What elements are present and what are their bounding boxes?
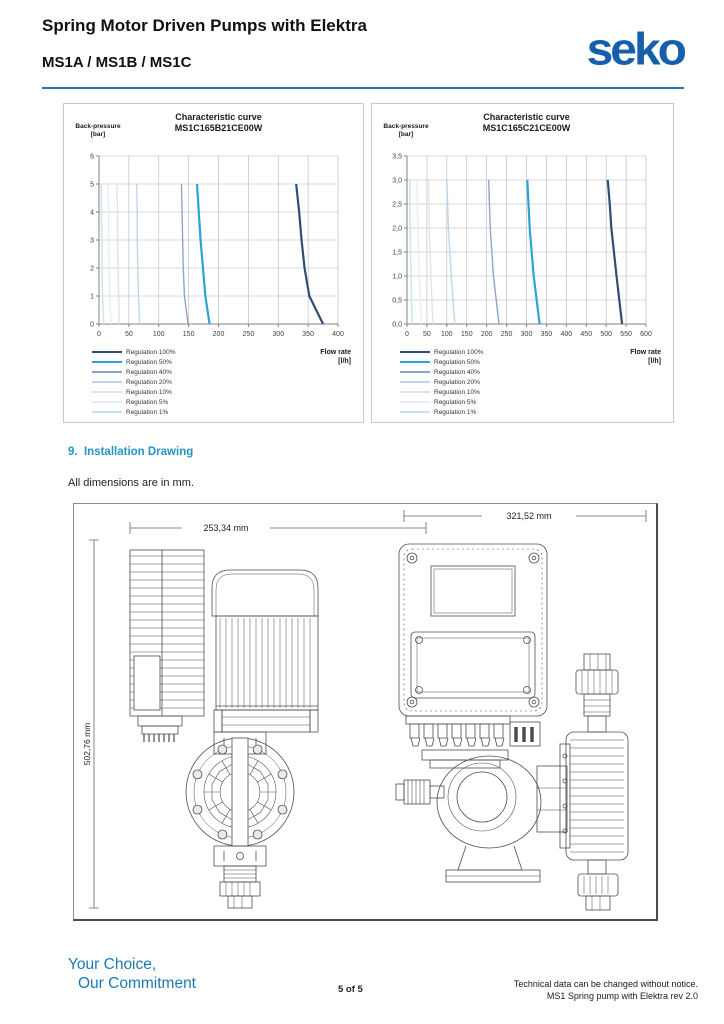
series-regulation-40-	[181, 184, 188, 324]
legend-item	[400, 357, 484, 367]
characteristic-curve-chart-right	[371, 103, 674, 423]
x-axis-label	[320, 348, 351, 366]
chart-title	[407, 112, 646, 134]
svg-text:5: 5	[90, 181, 94, 189]
y-axis-label-line: [bar]	[90, 131, 106, 138]
section-title: Installation Drawing	[83, 446, 194, 458]
legend-swatch	[92, 411, 122, 412]
legend-item	[400, 397, 484, 407]
svg-text:150: 150	[182, 331, 195, 338]
series-regulation-1-	[101, 184, 103, 324]
pump-head-side	[560, 654, 628, 910]
controller-side	[130, 550, 204, 742]
chart-model-line: MS1C165B21CE00W	[174, 123, 263, 133]
legend-swatch	[92, 361, 122, 363]
controller-display	[431, 566, 515, 616]
svg-text:0,5: 0,5	[392, 297, 402, 305]
legend-label: Regulation 20%	[434, 378, 480, 386]
legend-item	[92, 347, 176, 357]
characteristic-curve-chart-left	[63, 103, 364, 423]
svg-text:6: 6	[90, 153, 94, 161]
side-view-drawing	[130, 550, 318, 908]
svg-text:450: 450	[580, 331, 593, 338]
width-dimension-right	[404, 510, 646, 522]
legend-label: Regulation 20%	[126, 378, 172, 386]
fitting-bottom	[578, 860, 618, 910]
brand-tagline	[68, 955, 196, 993]
legend-item	[92, 407, 176, 417]
svg-text:400: 400	[560, 331, 573, 338]
svg-text:2,0: 2,0	[392, 225, 402, 233]
series-regulation-20-	[137, 184, 140, 324]
legend-label: Regulation 40%	[126, 368, 172, 376]
x-axis-label-line: Flow rate	[320, 349, 351, 356]
y-axis-label	[68, 123, 128, 139]
legend-swatch	[400, 411, 430, 412]
legend-swatch	[92, 351, 122, 353]
svg-text:550: 550	[620, 331, 632, 338]
series-regulation-100-	[296, 184, 323, 324]
series-regulation-10-	[117, 184, 119, 324]
svg-text:600: 600	[640, 331, 652, 338]
installation-drawing-box	[73, 503, 658, 921]
svg-text:1,5: 1,5	[392, 249, 402, 257]
svg-text:2: 2	[90, 265, 94, 273]
legend-label: Regulation 40%	[434, 368, 480, 376]
controller-front	[399, 544, 547, 746]
section-number: 9.	[68, 446, 78, 458]
page-indicator: 5 of 5	[338, 984, 363, 995]
legend-swatch	[400, 401, 430, 402]
section-heading	[68, 446, 193, 458]
svg-text:350: 350	[302, 331, 314, 338]
height-dimension-label: 502,76 mm	[82, 722, 92, 766]
cable-glands	[406, 716, 540, 746]
legend-label: Regulation 50%	[434, 358, 480, 366]
svg-text:0,0: 0,0	[392, 321, 402, 329]
legend-swatch	[92, 391, 122, 392]
legend-label: Regulation 10%	[126, 388, 172, 396]
svg-text:2,5: 2,5	[392, 201, 402, 209]
suction-discharge-valve-bottom	[214, 846, 266, 908]
tagline-line1: Your Choice,	[68, 956, 157, 973]
chart-legend	[92, 347, 176, 417]
svg-text:50: 50	[124, 331, 133, 338]
x-axis-label	[630, 348, 661, 366]
y-axis-label-line: [bar]	[398, 131, 414, 138]
legend-swatch	[92, 371, 122, 372]
y-axis-label-line: Back-pressure	[75, 123, 121, 130]
footer-notice	[514, 978, 698, 1002]
fitting-top	[576, 654, 618, 732]
svg-text:400: 400	[332, 331, 344, 338]
svg-text:3,0: 3,0	[392, 177, 402, 185]
controller-keypad-panel	[411, 632, 535, 698]
svg-text:350: 350	[540, 331, 553, 338]
header-divider	[42, 87, 684, 89]
legend-label: Regulation 5%	[434, 398, 477, 406]
legend-item	[92, 397, 176, 407]
legend-label: Regulation 5%	[126, 398, 169, 406]
seko-logo: seko	[586, 24, 684, 75]
x-axis-label-line: [l/h]	[338, 358, 351, 365]
width-dimension-left	[130, 522, 426, 534]
legend-swatch	[400, 391, 430, 392]
legend-item	[92, 387, 176, 397]
svg-text:100: 100	[152, 331, 165, 338]
plot-area	[64, 148, 363, 344]
dimensions-note: All dimensions are in mm.	[68, 477, 194, 489]
legend-swatch	[400, 381, 430, 382]
legend-swatch	[92, 381, 122, 382]
front-view-drawing	[396, 544, 628, 910]
series-regulation-5-	[108, 184, 111, 324]
svg-text:0: 0	[90, 321, 94, 329]
chart-title	[99, 112, 338, 134]
notice-line1: Technical data can be changed without notice.	[513, 979, 698, 989]
legend-item	[400, 347, 484, 357]
legend-item	[400, 377, 484, 387]
svg-text:300: 300	[272, 331, 285, 338]
svg-text:250: 250	[500, 331, 513, 338]
chart-legend	[400, 347, 484, 417]
legend-item	[92, 367, 176, 377]
legend-label: Regulation 1%	[126, 408, 169, 416]
svg-text:0: 0	[405, 331, 409, 338]
legend-item	[400, 407, 484, 417]
svg-text:3,5: 3,5	[392, 153, 402, 161]
legend-label: Regulation 100%	[434, 348, 484, 356]
x-axis-label-line: [l/h]	[648, 358, 661, 365]
legend-item	[400, 367, 484, 377]
svg-text:0: 0	[97, 331, 101, 338]
width-dimension-right-label: 321,52 mm	[506, 511, 552, 521]
width-dimension-left-label: 253,34 mm	[203, 523, 249, 533]
legend-item	[400, 387, 484, 397]
svg-text:150: 150	[460, 331, 473, 338]
legend-swatch	[400, 371, 430, 372]
series-regulation-50-	[197, 184, 210, 324]
legend-item	[92, 377, 176, 387]
svg-text:300: 300	[520, 331, 533, 338]
tagline-line2: Our Commitment	[78, 975, 196, 992]
legend-label: Regulation 1%	[434, 408, 477, 416]
legend-label: Regulation 50%	[126, 358, 172, 366]
svg-text:250: 250	[242, 331, 255, 338]
legend-label: Regulation 100%	[126, 348, 176, 356]
height-dimension	[82, 540, 99, 908]
y-axis-label	[376, 123, 436, 139]
svg-text:500: 500	[600, 331, 613, 338]
page-subtitle: MS1A / MS1B / MS1C	[42, 54, 192, 71]
svg-text:3: 3	[90, 237, 94, 245]
legend-item	[92, 357, 176, 367]
page-title: Spring Motor Driven Pumps with Elektra	[42, 16, 367, 35]
svg-text:200: 200	[212, 331, 225, 338]
chart-title-line: Characteristic curve	[175, 112, 262, 122]
pump-body-side	[396, 750, 567, 882]
installation-drawing	[74, 504, 652, 915]
svg-text:1,0: 1,0	[392, 273, 402, 281]
notice-line2: MS1 Spring pump with Elektra rev 2.0	[546, 991, 698, 1001]
legend-swatch	[400, 361, 430, 363]
y-axis-label-line: Back-pressure	[383, 123, 429, 130]
svg-text:200: 200	[480, 331, 493, 338]
x-axis-label-line: Flow rate	[630, 349, 661, 356]
legend-label: Regulation 10%	[434, 388, 480, 396]
plot-area	[372, 148, 671, 344]
svg-text:100: 100	[440, 331, 453, 338]
legend-swatch	[92, 401, 122, 402]
svg-text:1: 1	[90, 293, 94, 301]
pump-head-front	[186, 738, 294, 846]
chart-model-line: MS1C165C21CE00W	[482, 123, 571, 133]
svg-text:50: 50	[423, 331, 431, 338]
chart-title-line: Characteristic curve	[483, 112, 570, 122]
motor-side	[212, 570, 318, 732]
svg-text:4: 4	[90, 209, 94, 217]
mounting-foot	[446, 846, 540, 882]
legend-swatch	[400, 351, 430, 353]
